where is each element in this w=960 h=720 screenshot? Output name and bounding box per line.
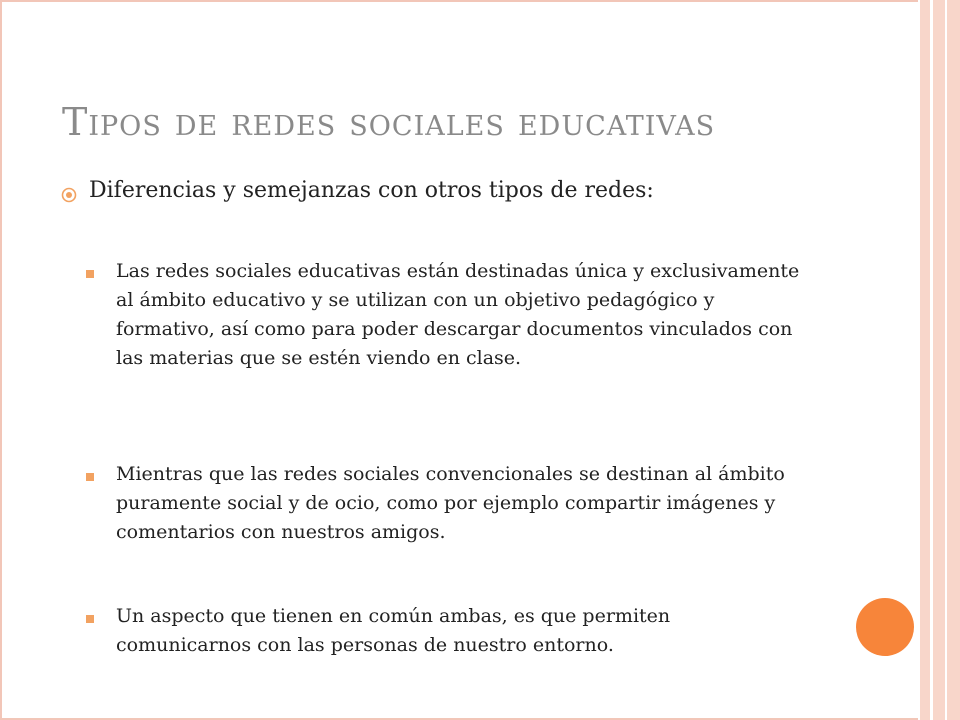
sub-bullet [86,465,806,547]
square-bullet-icon [86,615,94,623]
sub-bullet [86,607,806,660]
decorative-stripe [930,0,933,720]
decorative-orange-circle [856,598,914,656]
decorative-stripe [918,0,920,720]
decorative-right-bar [918,0,960,720]
main-bullet [61,178,654,203]
sub-bullet [86,262,806,373]
square-bullet-icon [86,473,94,481]
decorative-stripe [945,0,947,720]
sub-bullet-text: Las redes sociales educativas están destinadas única y exclusivamente al ámbito educativo y se utilizan con un objetivo pedagógico y formativo, así como para poder descargar documentos vinculados con las materias que se estén viendo en clase. [116,260,800,369]
slide-title: Tipos de redes sociales educativas [62,100,716,144]
sub-bullet-text: Mientras que las redes sociales convencionales se destinan al ámbito puramente social y de ocio, como por ejemplo compartir imágenes y comentarios con nuestros amigos. [116,463,785,543]
sub-bullet-text: Un aspecto que tienen en común ambas, es que permiten comunicarnos con las personas de nuestro entorno. [116,605,671,656]
circle-bullet-icon [61,187,77,203]
main-bullet-text: Diferencias y semejanzas con otros tipos de redes: [89,178,654,203]
square-bullet-icon [86,270,94,278]
